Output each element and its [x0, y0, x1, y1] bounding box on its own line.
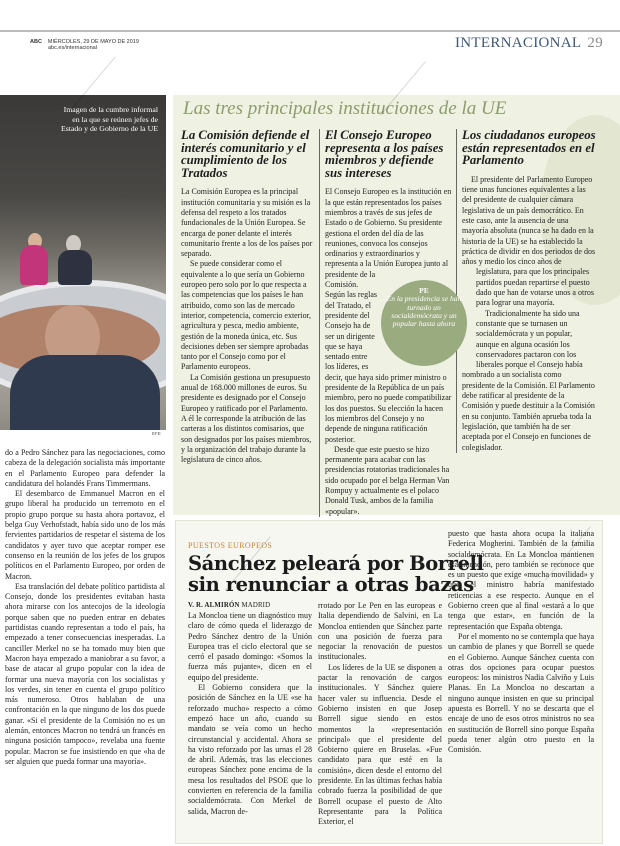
photo-person — [10, 355, 160, 430]
column-heading: La Comisión defiende el interés comunitario y el cumplimiento de los Tratados — [181, 128, 310, 180]
paragraph: La Moncloa tiene un diagnóstico muy claro de cómo queda el liderazgo de Pedro Sánchez dentro de la Unión Europea tras el ciclo electoral que se cerró el pasado domingo: «Somos la fuerza más pujante», dicen en el equipo del presidente. — [188, 611, 312, 682]
byline-author: V. R. ALMIRÓN — [188, 602, 240, 609]
paragraph: Se puede considerar como el equivalente a lo que sería un Gobierno europeo pero solo por lo que respecta a las competencias que los países le han atribuido, como son las de mercado interior, competencia, comercio exterior, agricultura y pesca, medio ambiente, gestión de la moneda única, etc. Sus decisiones deben ser siempre aprobadas tanto por el Consejo como por el Parlamento europeos. — [181, 259, 311, 372]
paragraph: El desembarco de Emmanuel Macron en el grupo liberal ha producido un terremoto en el propio grupo porque su hasta ahora portavoz, el belga Guy Verhofstadt, había sido uno de los más fervientes partidarios de respetar el sistema de los candidatos y ayer tuvo que aceptar romper ese consenso en la reunión de los jefes de los grupos políticos en el Parlamento Europeo, por orden de Macron. — [5, 489, 165, 581]
pull-quote — [381, 280, 467, 366]
paragraph: Desde que este puesto se hizo permanente para acabar con las presidencias rotatorias tradicionales ha sido ocupado por el belga Herman Van Rompuy y actualmente es el polaco Donald Tusk, ambos de la familia «popular». — [325, 444, 450, 516]
institutions-infobox — [173, 95, 620, 515]
paragraph: Tradicionalmente ha sido una constante que se turnasen un socialdemócrata y un popular, aunque en alguna ocasión los conservadores pactaron con los liberales porque el Consejo había nombrado a un socialista como presidente de la Comisión. El Parlamento debe ratificar al presidente de la Comisión y puede destituir a la Comisión en su conjunto. También aprueba toda la legislación, que también ha de ser aceptada por el Consejo en funciones de colegislador. — [462, 308, 595, 452]
photo-person — [20, 245, 48, 285]
paragraph: do a Pedro Sánchez para las negociaciones, como cabeza de la delegación socialista más importante en el Parlamento Europeo para defender la candidatura del holandés Frans Timmermans. — [5, 448, 165, 488]
pull-quote-kicker: PE — [419, 286, 429, 295]
section-url: abc.es/internacional — [48, 45, 97, 51]
column-comision — [181, 129, 313, 465]
byline-place: MADRID — [241, 602, 271, 609]
page-header — [30, 39, 139, 51]
paragraph: rrotado por Le Pen en las europeas e Italia dependiendo de Salvini, en La Moncloa entienden que Sánchez parte con una posición de fuerza para negociar la renovación de puestos institucionales. — [318, 601, 442, 662]
paragraph: Los líderes de la UE se disponen a pactar la renovación de cargos institucionales. Y Sánchez quiere hacer valer su influencia. Desde el Gobierno insisten en que Josep Borrell sigue siendo en estos momentos la «representación principal» que el presidente del Gobierno quiere en Bruselas. «Fue candidato para que esté en la comisión», dicen desde el entorno del presidente. En las últimas fechas había cobrado fuerza la posibilidad de que Borrell ocupase el puesto de Alto Representante para la Política Exterior, el — [318, 662, 442, 827]
pull-quote-text: En la presidencia se han turnado un socialdemócrata y un popular hasta ahora — [386, 294, 462, 329]
article-headline: Sánchez peleará por Borrell sin renunciar a otras bazas — [188, 552, 484, 596]
paragraph: El presidente del Parlamento Europeo tiene unas funciones equivalentes a las del presidente de cualquier cámara legislativa de un país democrático. En este caso, ante la ausencia de una mayoría absoluta (nunca se ha dado en la historia de la UE) se ha establecido la práctica de dividir en dos periodos de dos años y medio los cinco años de legislatura, para que los principales partidos puedan repartirse el puesto dado que han de votarse unos a otros para lograr una mayoría. — [462, 174, 596, 308]
paragraph: Por el momento no se contempla que haya un cambio de planes y que Borrell se quede en el Gobierno. Aunque Sánchez cuenta con otras dos opciones para ocupar puestos europeos: los ministros Nadia Calviño y Luis Planas. En La Moncloa no descartan a ninguno aunque insisten en que su principal apuesta es Borrell. Y no se descarta que el encaje de uno de esos otros ministros no sea en sustitución de Borrell sino porque España pueda tener algún otro puesto en la Comisión. — [448, 631, 594, 755]
photo-credit: EFE — [152, 431, 161, 436]
borrell-article — [175, 520, 603, 844]
brand: ABC — [30, 39, 42, 45]
section-name: INTERNACIONAL — [455, 35, 582, 51]
date: MIÉRCOLES, 29 DE MAYO DE 2019 — [47, 39, 139, 45]
byline — [188, 601, 312, 611]
top-rule — [0, 30, 620, 32]
page-number: 29 — [587, 35, 603, 51]
column-heading: Los ciudadanos europeos están representados en el Parlamento — [462, 128, 596, 168]
article-column-3 — [448, 529, 594, 756]
column-parlamento — [456, 129, 596, 453]
summit-photo — [0, 95, 166, 430]
article-kicker: PUESTOS EUROPEOS — [188, 541, 273, 550]
paragraph: puesto que hasta ahora ocupa la italiana Federica Mogherini. También de la familia socialdemócrata. En La Moncloa mantienen esa intención, pero también se reconoce que es un puesto que exige «mucha movilidad» y que el ministro habría manifestado reticencias a ese respecto. Aunque en el Gobierno creen que al final «estará a lo que tenga que estar», en función de la representación que España obtenga. — [448, 529, 594, 631]
paragraph: La Comisión Europea es la principal institución comunitaria y su misión es la defensa del respeto a los tratados fundacionales de la Unión Europea. Se encarga de poner delante el interés comunitario frente a los de los países por separado. — [181, 187, 313, 259]
article-column-2 — [318, 601, 442, 828]
left-article-continuation — [5, 448, 165, 767]
photo-caption: Imagen de la cumbre informal en la que se reúnen jefes de Estado y de Gobierno de la UE — [60, 105, 158, 134]
paragraph: El Consejo Europeo es la institución en la que están representados los países miembros a través de sus jefes de Estado o de Gobierno. Su presidente gestiona el orden del día de las reuniones, convoca los consejos ordinarios y extraordinarios y representa a la Unión Europea junto al presidente de la Comisión. Según las reglas del Tratado, el presidente del Consejo ha de ser un dirigente que se haya sentado entre los líderes, es decir, que haya sido primer ministro o presidente de la República de un país miembro, pero no puede compatibilizar los dos puestos. Su elección la hacen los miembros del Consejo y no depende de ninguna ratificación posterior. — [325, 187, 452, 444]
infobox-title: Las tres principales instituciones de la UE — [183, 98, 507, 119]
photo-person — [58, 250, 92, 285]
article-column-1 — [188, 601, 312, 817]
paragraph: Esa translación del debate político partidista al Consejo, donde los presidentes evitaban hasta ahora mirarse con los antecojos de la ideología porque saben que no pueden entrar en debates partidistas cuando representan a todo el país, ha empezado a tener consecuencias inesperadas. La canciller Merkel no se ha tomado muy bien que Macron haya empezado a maniobrar a su favor, a base de atacar al grupo popular con la idea de formar una nueva mayoría con los socialistas y los verdes, sin tener en cuenta el grupo político más numeroso. Otros hablaban de una confrontación en la que ninguno de los dos puede ganar. «Si el presidente de la Comisión no es un alemán, entonces Macron no tendrá un francés en ninguna posición tampoco», revelaba una fuente popular. Macron se fue insistiendo en que «ha de ser alguien que pueda formar una mayoría». — [5, 581, 165, 766]
paragraph: La Comisión gestiona un presupuesto anual de 168.000 millones de euros. Su presidente es designado por el Consejo Europeo y ratificado por el Parlamento. A él le corresponde la atribución de las carteras a los distintos comisarios, que son designados por los países miembros, y la organización del trabajo durante la legislatura de cinco años. — [181, 372, 312, 465]
section-title — [455, 35, 603, 52]
column-heading: El Consejo Europeo representa a los países miembros y defiende sus intereses — [325, 128, 444, 180]
paragraph: El Gobierno considera que la posición de Sánchez en la UE «se ha reforzado mucho» respecto a cómo empezó hace un año, cuando su mandato se veía como un hecho circunstancial y accidental. Ahora se ha visto reforzado por las urnas el 28 de abril. Además, tras las elecciones europeas Sánchez pone encima de la mesa los resultados del PSOE que lo convierten en referencia de la familia socialdemócrata. Con Merkel de salida, Macron de- — [188, 683, 312, 816]
